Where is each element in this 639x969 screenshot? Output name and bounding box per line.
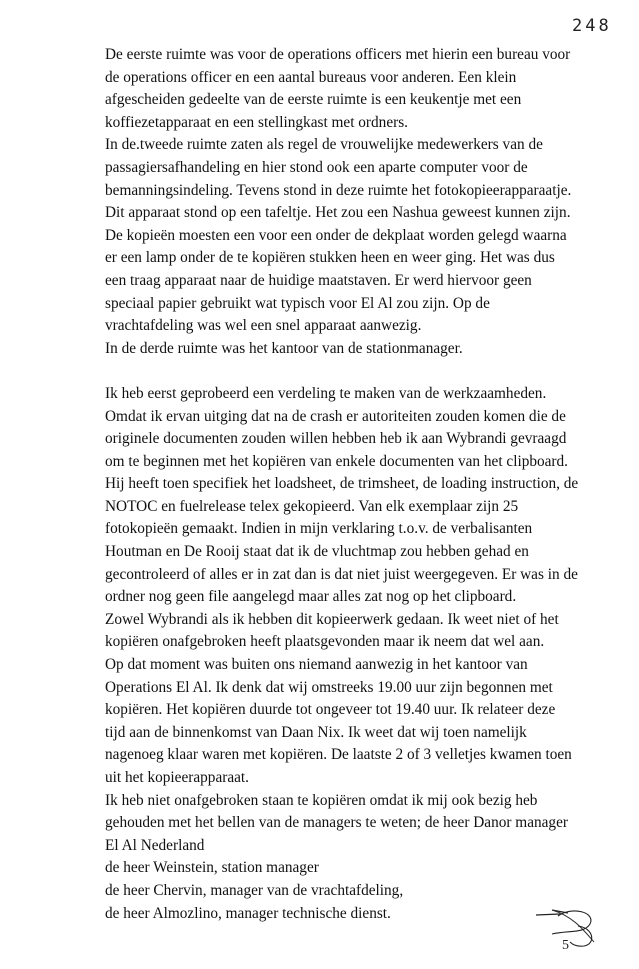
text-line: de operations officer en een aantal bureaus voor anderen. Een klein bbox=[105, 68, 517, 86]
text-line: tijd aan de binnenkomst van Daan Nix. Ik weet dat wij toen namelijk bbox=[105, 723, 527, 741]
text-line: gehouden met het bellen van de managers te weten; de heer Danor manager bbox=[105, 814, 568, 832]
text-line: De eerste ruimte was voor de operations officers met hierin een bureau voor bbox=[105, 46, 571, 63]
text-line: Ik heb niet onafgebroken staan te kopiëren omdat ik mij ook bezig heb bbox=[105, 791, 538, 809]
text-line: vrachtafdeling was wel een snel apparaat aanwezig. bbox=[105, 317, 422, 335]
text-line: om te beginnen met het kopiëren van enkele documenten van het clipboard. bbox=[105, 452, 568, 470]
text-line: El Al Nederland bbox=[105, 836, 205, 854]
text-line: bemanningsindeling. Tevens stond in deze ruimte het fotokopieerapparaatje. bbox=[105, 181, 572, 199]
text-line: Hij heeft toen specifiek het loadsheet, de trimsheet, de loading instruction, de bbox=[105, 475, 579, 493]
text-line: Houtman en De Rooij staat dat ik de vluchtmap zou hebben gehad en bbox=[105, 543, 529, 561]
text-line: uit het kopieerapparaat. bbox=[105, 769, 249, 786]
text-line: speciaal papier gebruikt wat typisch voor El Al zou zijn. Op de bbox=[105, 294, 490, 312]
text-line: kopiëren. Het kopiëren duurde tot ongeveer tot 19.40 uur. Ik relateer deze bbox=[105, 701, 556, 719]
text-line: fotokopieën gemaakt. Indien in mijn verklaring t.o.v. de verbalisanten bbox=[105, 520, 533, 538]
text-line: In de derde ruimte was het kantoor van de stationmanager. bbox=[105, 339, 463, 357]
page-number-top: 248 bbox=[572, 16, 612, 36]
text-line: passagiersafhandeling en hier stond ook een aparte computer voor de bbox=[105, 158, 528, 176]
text-line: In de.tweede ruimte zaten als regel de vrouwelijke medewerkers van de bbox=[105, 136, 543, 154]
text-line: de heer Weinstein, station manager bbox=[105, 859, 319, 877]
text-line: de heer Chervin, manager van de vrachtafdeling, bbox=[105, 881, 404, 899]
signature-icon bbox=[532, 898, 612, 948]
text-line: Ik heb eerst geprobeerd een verdeling te maken van de werkzaamheden. bbox=[105, 384, 547, 402]
text-line: een traag apparaat naar de huidige maatstaven. Er werd hiervoor geen bbox=[105, 271, 532, 289]
text-line: de heer Almozlino, manager technische dienst. bbox=[105, 904, 391, 922]
text-line: nagenoeg klaar waren met kopiëren. De laatste 2 of 3 velletjes kwamen toen bbox=[105, 746, 572, 764]
text-line: NOTOC en fuelrelease telex gekopieerd. Van elk exemplaar zijn 25 bbox=[105, 497, 519, 515]
text-line: Op dat moment was buiten ons niemand aanwezig in het kantoor van bbox=[105, 656, 528, 674]
text-line: kopiëren onafgebroken heeft plaatsgevonden maar ik neem dat wel aan. bbox=[105, 633, 545, 651]
text-line: Zowel Wybrandi als ik hebben dit kopieerwerk gedaan. Ik weet niet of het bbox=[105, 610, 559, 628]
text-line: Omdat ik ervan uitging dat na de crash er autoriteiten zouden komen die de bbox=[105, 407, 566, 425]
text-line: Operations El Al. Ik denk dat wij omstreeks 19.00 uur zijn begonnen met bbox=[105, 678, 553, 696]
text-line: originele documenten zouden willen hebben heb ik aan Wybrandi gevraagd bbox=[105, 430, 567, 448]
text-line: gecontroleerd of alles er in zat dan is dat niet juist weergegeven. Er was in de bbox=[105, 565, 578, 583]
paragraph-gap bbox=[105, 360, 625, 383]
page-number-bottom: 5 bbox=[562, 938, 569, 953]
text-line: er een lamp onder de te kopiëren stukken heen en weer ging. Het was dus bbox=[105, 249, 555, 267]
text-line: De kopieën moesten een voor een onder de dekplaat worden gelegd waarna bbox=[105, 226, 567, 244]
text-line: Dit apparaat stond op een tafeltje. Het zou een Nashua geweest kunnen zijn. bbox=[105, 204, 571, 222]
document-body bbox=[105, 44, 625, 925]
text-line: koffiezetapparaat en een stellingkast met ordners. bbox=[105, 113, 408, 131]
text-line: afgescheiden gedeelte van de eerste ruimte is een keukentje met een bbox=[105, 91, 522, 109]
text-line: ordner nog geen file aangelegd maar alles zat nog op het clipboard. bbox=[105, 588, 517, 606]
